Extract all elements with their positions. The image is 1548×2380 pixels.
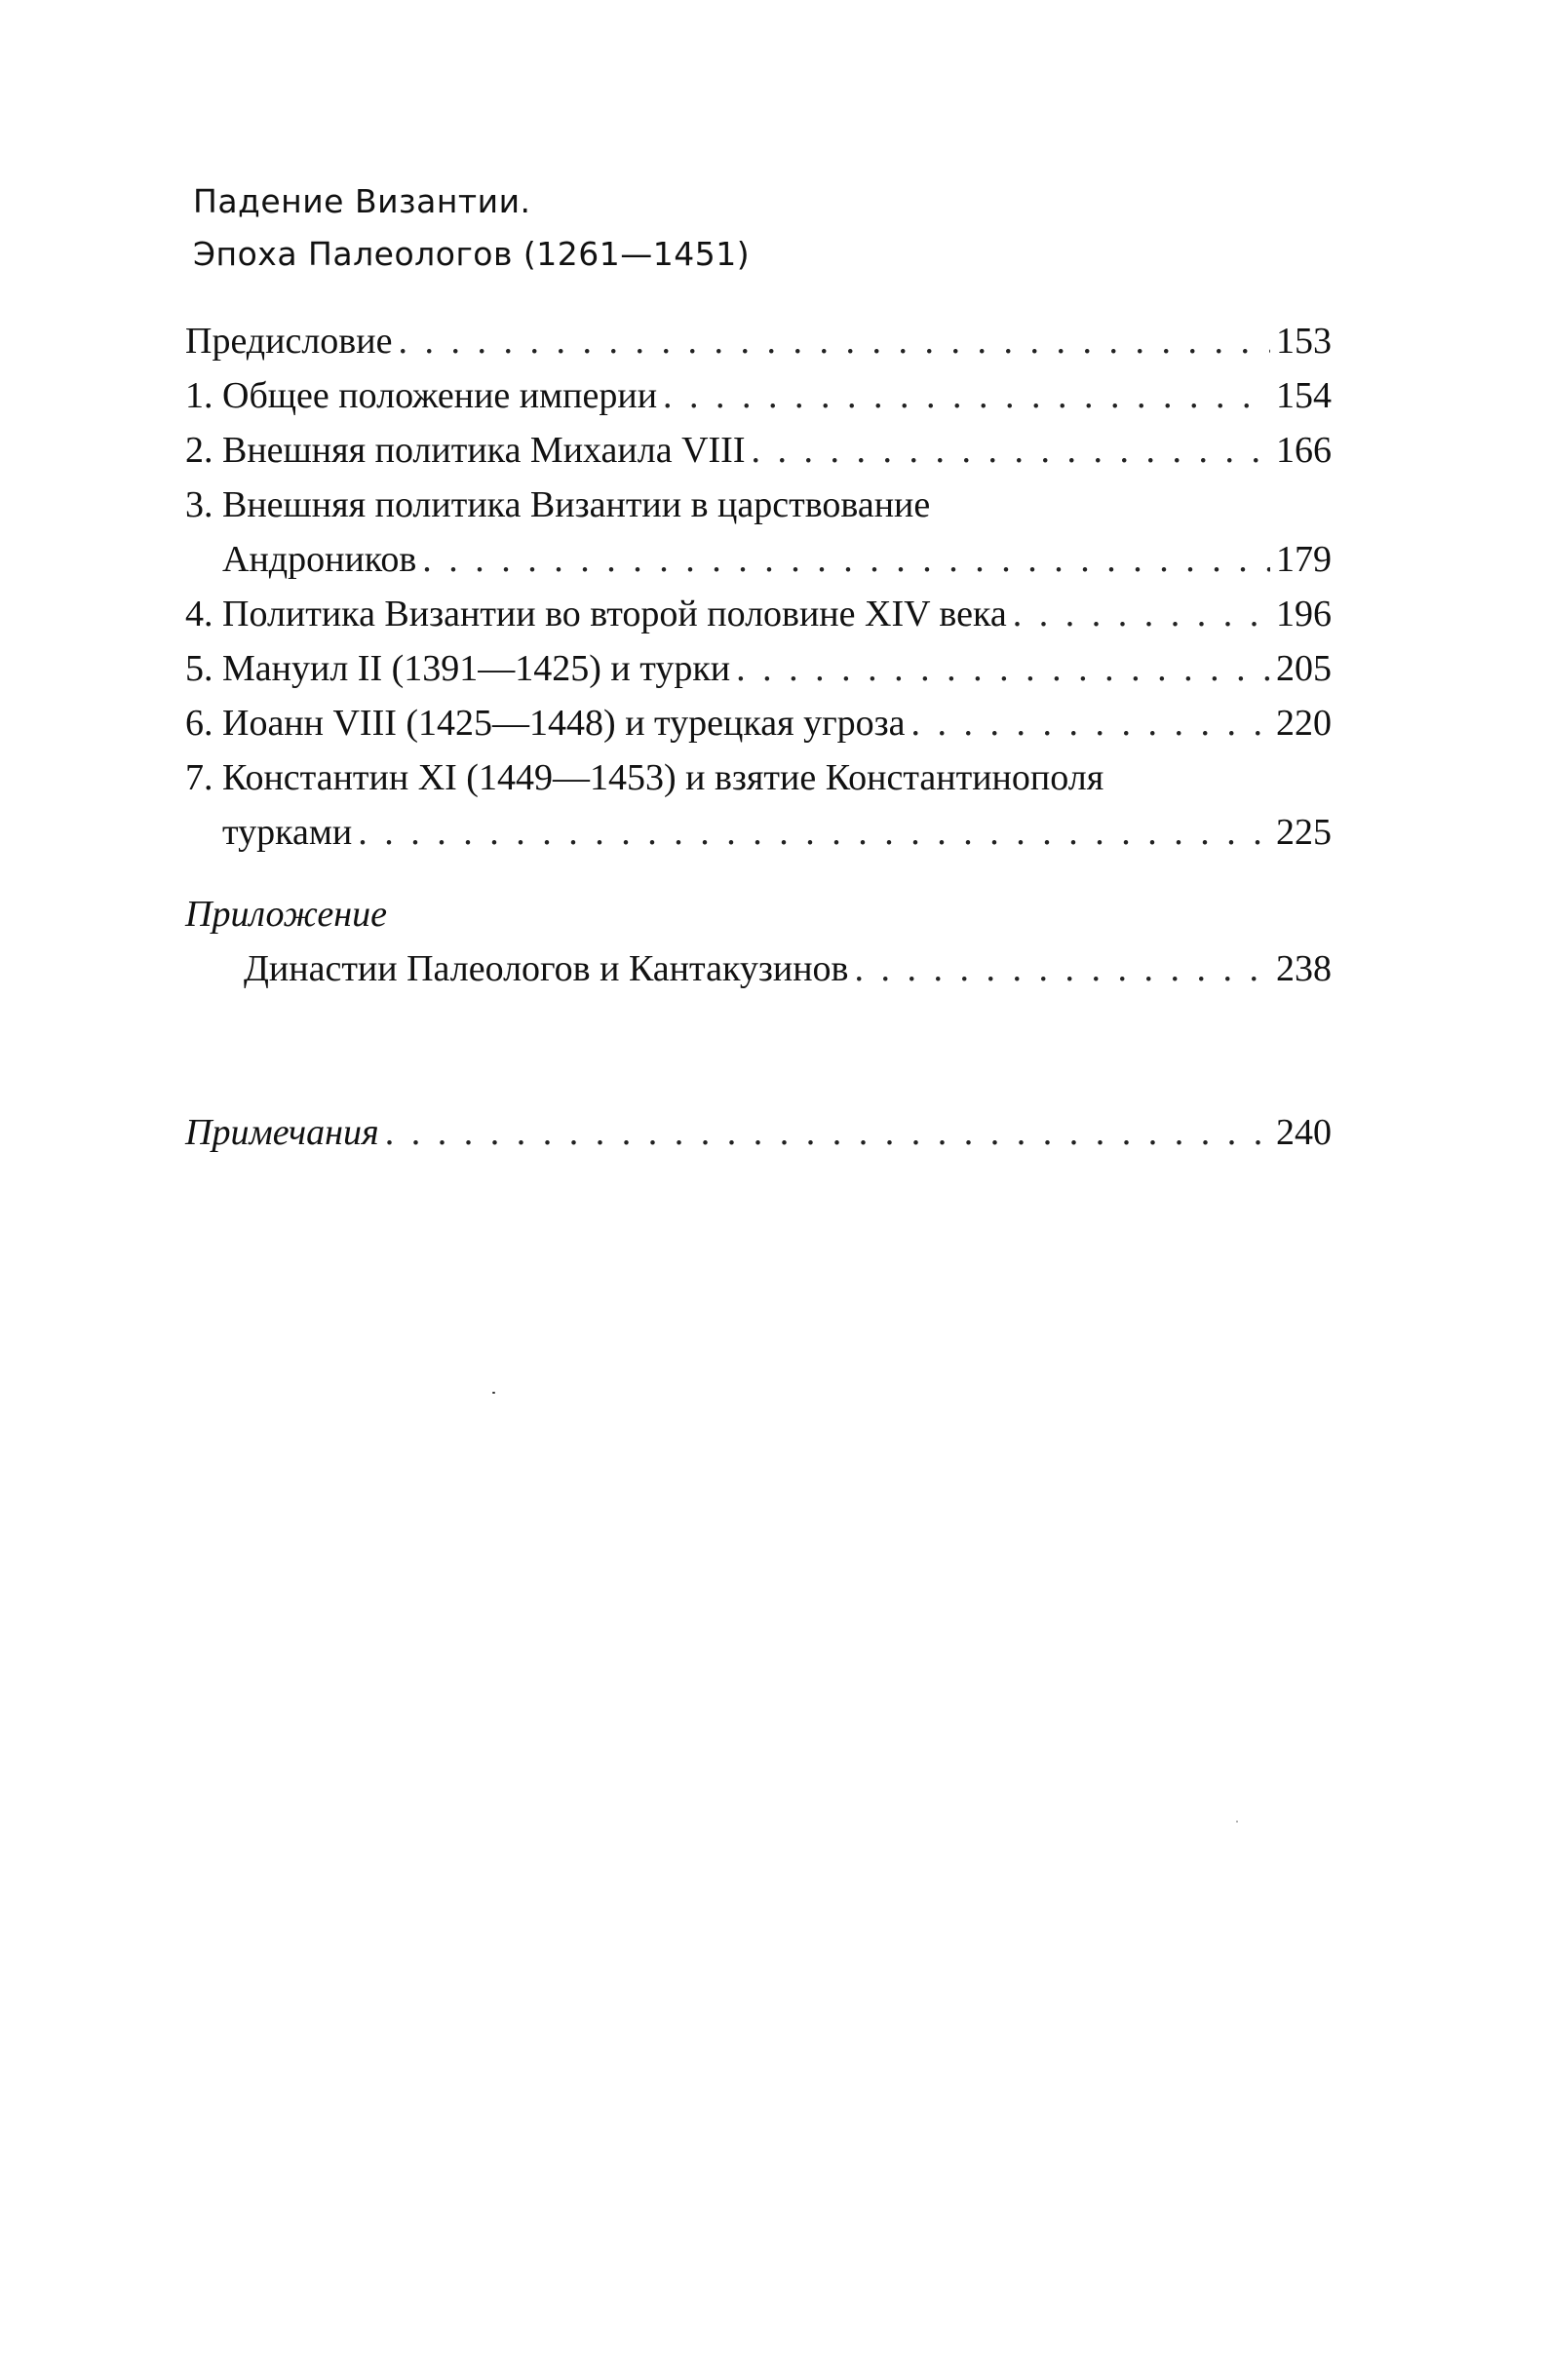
toc-page-number: 225 — [1276, 812, 1332, 853]
toc-entry-preface[interactable] — [185, 314, 1332, 368]
toc-entry-notes[interactable] — [185, 1105, 1332, 1160]
dot-leader — [752, 423, 1271, 478]
dot-leader — [855, 941, 1271, 996]
toc-page-number: 179 — [1276, 539, 1332, 580]
section-heading — [193, 175, 750, 281]
toc-page-number: 238 — [1276, 948, 1332, 989]
heading-line-1: Падение Византии. — [193, 182, 531, 220]
toc-entry-label: Династии Палеологов и Кантакузинов — [244, 948, 849, 989]
toc-entry-chapter-6[interactable] — [185, 696, 1332, 750]
toc-entry-label: Предисловие — [185, 321, 393, 362]
toc-entry-chapter-7[interactable] — [185, 750, 1332, 860]
toc-page-number: 240 — [1276, 1112, 1332, 1153]
table-of-contents — [185, 314, 1332, 1160]
toc-entry-label: 6. Иоанн VIII (1425—1448) и турецкая угроза — [185, 703, 906, 744]
dot-leader — [663, 368, 1270, 423]
toc-page-number: 205 — [1276, 648, 1332, 689]
toc-entry-label-line-1: 7. Константин XI (1449—1453) и взятие Константинополя — [185, 757, 1104, 798]
heading-line-2: Эпоха Палеологов (1261—1451) — [193, 235, 751, 273]
toc-entry-label-line-2: Андроников — [222, 539, 417, 580]
toc-entry-label: 5. Мануил II (1391—1425) и турки — [185, 648, 731, 689]
toc-entry-chapter-2[interactable] — [185, 423, 1332, 478]
toc-page-number: 154 — [1276, 375, 1332, 416]
scan-speck — [492, 1392, 495, 1394]
toc-entry-label: 4. Политика Византии во второй половине XIV века — [185, 594, 1007, 634]
toc-entry-chapter-5[interactable] — [185, 641, 1332, 696]
dot-leader — [358, 805, 1270, 860]
toc-entry-label: Примечания — [185, 1112, 379, 1153]
dot-leader — [1013, 587, 1270, 641]
dot-leader — [385, 1105, 1270, 1160]
dot-leader — [422, 532, 1270, 587]
toc-entry-label-line-1: 3. Внешняя политика Византии в царствование — [185, 484, 931, 525]
toc-entry-chapter-1[interactable] — [185, 368, 1332, 423]
appendix-heading: Приложение — [185, 894, 387, 935]
dot-leader — [736, 641, 1270, 696]
dot-leader — [398, 314, 1270, 368]
toc-entry-label: 1. Общее положение империи — [185, 375, 658, 416]
toc-page-number: 196 — [1276, 594, 1332, 634]
dot-leader — [911, 696, 1270, 750]
spacer — [185, 860, 1332, 887]
scan-speck — [1236, 1821, 1238, 1823]
toc-page-number: 153 — [1276, 321, 1332, 362]
toc-entry-appendix[interactable] — [185, 941, 1332, 996]
spacer — [185, 996, 1332, 1105]
toc-entry-chapter-3[interactable] — [185, 478, 1332, 587]
toc-entry-chapter-4[interactable] — [185, 587, 1332, 641]
toc-page-number: 166 — [1276, 430, 1332, 471]
toc-page-number: 220 — [1276, 703, 1332, 744]
toc-entry-label-line-2: турками — [222, 812, 353, 853]
toc-entry-label: 2. Внешняя политика Михаила VIII — [185, 430, 746, 471]
